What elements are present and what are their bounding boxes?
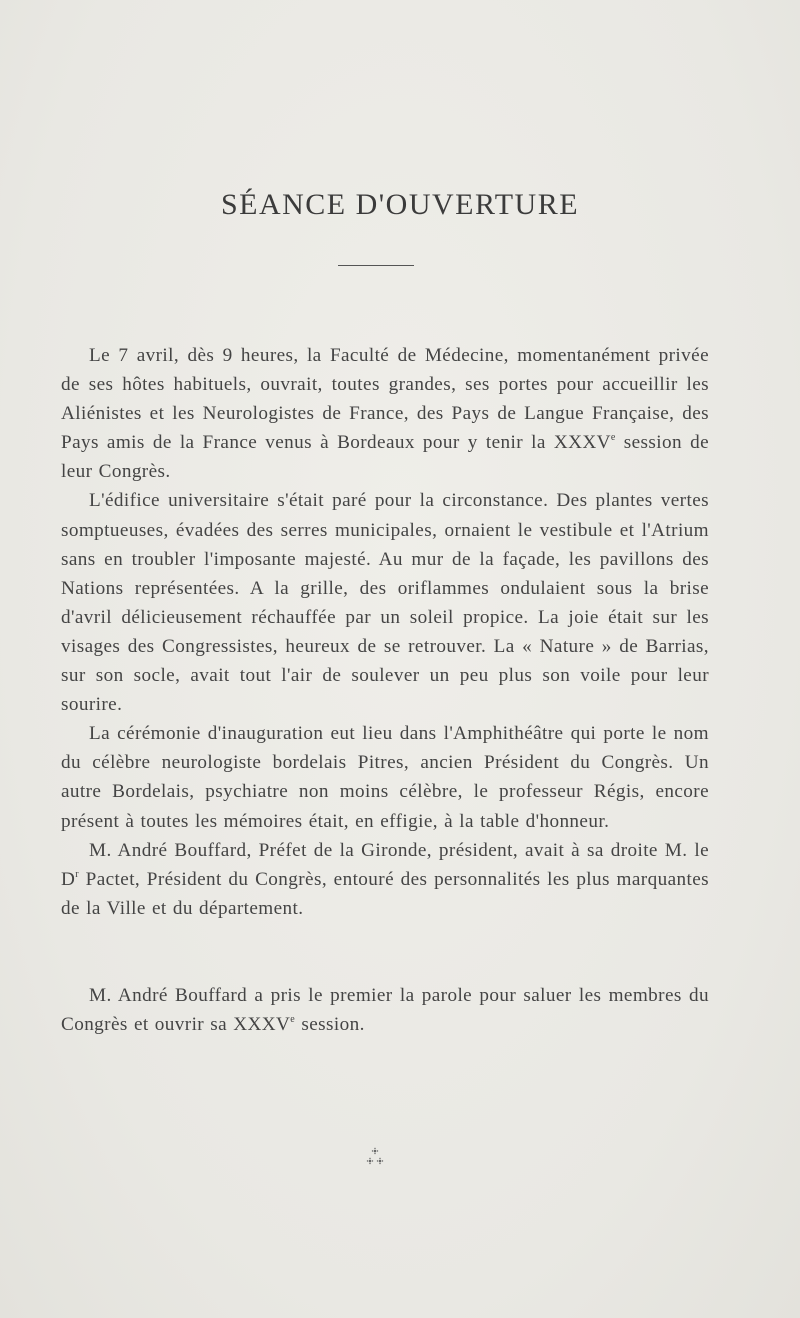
paragraph-4: M. André Bouffard, Préfet de la Gironde, président, avait à sa droite M. le $D^r$ Pactet, Président du Congrès, entouré des personnalités les plus marquantes de la Ville et du département. (61, 839, 709, 919)
asterism-icon (360, 1145, 390, 1175)
page-title: SÉANCE D'OUVERTURE (220, 188, 580, 221)
paragraph-5: M. André Bouffard a pris le premier la parole pour saluer les membres du Congrès et ouvrir sa XXXVe session. (61, 984, 709, 1035)
paragraph-1: Le 7 avril, dès 9 heures, la Faculté de Médecine, momentanément privée de ses hôtes habituels, ouvrait, toutes grandes, ses portes pour accueillir les Aliénistes et les Neurologistes de France, des Pays de Langue Française, des Pays amis de la France venus à Bordeaux pour y tenir la XXXVe session de leur Congrès. (61, 345, 709, 483)
paragraph-2: L'édifice universitaire s'était paré pour la circonstance. Des plantes vertes somptueuses, évadées des serres municipales, ornaient le vestibule et l'Atrium sans en troubler l'imposante majesté. Au mur de la façade, les pavillons des Nations représentées. A la grille, des oriflammes ondulaient sous la brise d'avril délicieusement réchauffée par un soleil propice. La joie était sur les visages des Congressistes, heureux de se retrouver. La « Nature » de Barrias, sur son socle, avait tout l'air de soulever un peu plus son voile pour leur sourire. (61, 490, 709, 716)
title-divider (338, 265, 414, 266)
paragraph-3: La cérémonie d'inauguration eut lieu dans l'Amphithéâtre qui porte le nom du célèbre neurologiste bordelais Pitres, ancien Président du Congrès. Un autre Bordelais, psychiatre non moins célèbre, le professeur Régis, encore présent à toutes les mémoires était, en effigie, à la table d'honneur. (61, 723, 709, 832)
body-text (61, 341, 709, 1039)
